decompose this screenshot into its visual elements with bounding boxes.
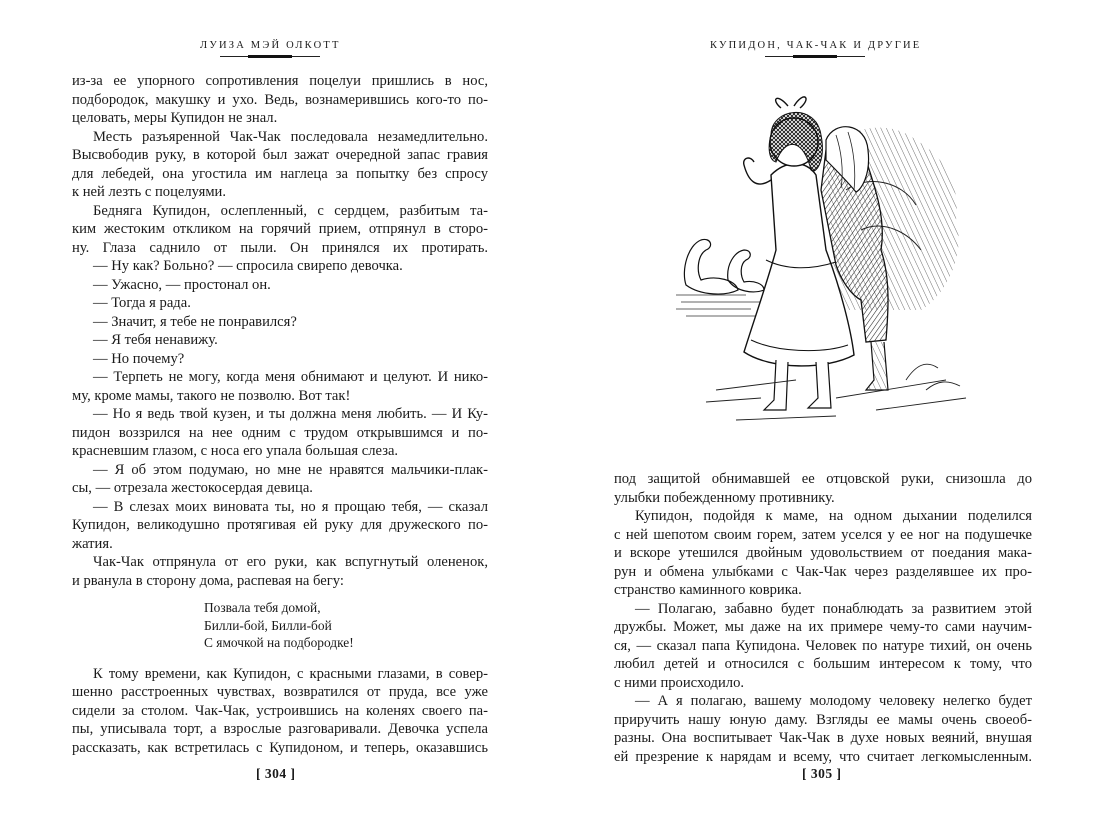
text-line: и вскоре утешился двойным удовольствием от поедания макa- bbox=[614, 545, 1032, 561]
text-line: К тому времени, как Купидон, с красными глазами, в совер- bbox=[93, 665, 488, 682]
text-line: ну. Глаза саднило от пыли. Он принялся их протирать. bbox=[72, 239, 488, 256]
text-line: — Терпеть не могу, когда меня обнимают и целуют. И нико- bbox=[93, 369, 488, 385]
running-head-rule bbox=[220, 56, 320, 57]
text-line: — Я об этом подумаю, но мне не нравятся мальчики-плак- bbox=[93, 461, 488, 478]
verse-line: Позвала тебя домой, bbox=[204, 600, 321, 615]
left-body-text bbox=[72, 72, 488, 757]
text-line: — Ужасно, — простонал он. bbox=[93, 276, 271, 293]
song-verse bbox=[204, 599, 488, 652]
right-page bbox=[550, 0, 1100, 825]
text-line: к ней лезть с поцелуями. bbox=[72, 184, 227, 200]
text-line: разны. Она воспитывает Чак-Чак в духе новых веяний, внушая bbox=[614, 730, 1032, 746]
running-head-rule bbox=[765, 56, 865, 57]
text-line: для лебедей, она угостила им наглеца за попытку без спросу bbox=[72, 165, 488, 182]
text-line: из-за ее упорного сопротивления поцелуи пришлись в нос, bbox=[72, 73, 488, 89]
text-line: — Полагаю, забавно будет понаблюдать за развитием этой bbox=[635, 600, 1032, 617]
text-line: с ними происходило. bbox=[614, 674, 745, 691]
verse-line: Билли-бой, Билли-бой bbox=[204, 617, 332, 633]
text-line: Купидон, великодушно протягивая ей руку для дружеского по- bbox=[72, 517, 488, 533]
page-number: [ 304 ] bbox=[256, 766, 296, 781]
text-line: му, кроме мамы, такого не позволю. Вот так! bbox=[72, 387, 351, 404]
boy-legs-shape bbox=[866, 342, 888, 390]
girl-legs-shape bbox=[764, 360, 788, 410]
text-line: жатия. bbox=[72, 535, 113, 552]
text-line: под защитой обнимавшей ее отцовской руки, снизошла до bbox=[614, 471, 1032, 487]
text-line: целовать, меры Купидон не знал. bbox=[72, 110, 278, 126]
swan-shape bbox=[684, 239, 764, 294]
right-body-text bbox=[614, 470, 1032, 766]
text-line: Бедняга Купидон, ослепленный, с сердцем, разбитым та- bbox=[93, 202, 488, 219]
text-line: рун и обмена улыбками с Чак-Чак через разделявшее их про- bbox=[614, 563, 1032, 580]
text-line: ей презрение к нарядам и всему, что считает легкомысленным. bbox=[614, 748, 1032, 765]
text-line: Высвободив руку, в которой был зажат очередной запас гравия bbox=[72, 147, 488, 163]
engraving-illustration bbox=[676, 80, 976, 440]
text-line: улыбки побежденному противнику. bbox=[614, 489, 835, 506]
pond-lines bbox=[676, 295, 766, 316]
text-line: — Но почему? bbox=[93, 350, 185, 367]
text-line: пидон воззрился на нее одним с трудом открывшимся и по- bbox=[72, 424, 488, 441]
text-line: приручить нашу юную даму. Взгляды ее мамы очень своеоб- bbox=[614, 711, 1032, 728]
text-line: ся, — сказал папа Купидона. Человек по натуре тихий, он очень bbox=[614, 637, 1032, 654]
text-line: Купидон, подойдя к маме, на одном дыхании поделился bbox=[635, 508, 1032, 524]
verse-line: С ямочкой на подбородке! bbox=[204, 635, 354, 650]
text-line: — Значит, я тебе не понравился? bbox=[93, 313, 297, 330]
text-line: с ней шепотом своим горем, затем уселся у ее ног на подушечке bbox=[614, 526, 1032, 543]
text-line: странство каминного коврика. bbox=[614, 582, 802, 598]
text-line: и рванула в сторону дома, распевая на бегу: bbox=[72, 572, 344, 589]
text-line: шенно расстроенных чувствах, возвратился от пруда, все уже bbox=[72, 684, 488, 700]
text-line: подбородок, макушку и ухо. Ведь, вознамерившись кого-то по- bbox=[72, 91, 488, 108]
text-line: ким жестоким откликом на горячий прием, отпрянул в сторо- bbox=[72, 221, 488, 237]
running-head-author: ЛУИЗА МЭЙ ОЛКОТТ bbox=[200, 40, 341, 51]
text-line: сидели за столом. Чак-Чак, устроившись на коленях своего па- bbox=[72, 702, 488, 719]
text-line: Чак-Чак отпрянула от его руки, как вспугнутый олененок, bbox=[93, 554, 488, 570]
running-head-title: КУПИДОН, ЧАК-ЧАК И ДРУГИЕ bbox=[710, 40, 922, 51]
text-line: — Я тебя ненавижу. bbox=[93, 332, 218, 348]
text-line: рассказать, как встретилась с Купидоном, и теперь, оказавшись bbox=[72, 739, 488, 756]
text-line: дружбы. Может, мы даже на их примере чему-то сами научим- bbox=[614, 619, 1032, 635]
text-line: — В слезах моих виновата ты, но я прощаю тебя, — сказал bbox=[93, 498, 488, 515]
text-line: — Ну как? Больно? — спросила свирепо девочка. bbox=[93, 258, 403, 274]
page-number: [ 305 ] bbox=[802, 766, 842, 781]
text-line: любил детей и относился с большим интересом к тому, что bbox=[614, 656, 1032, 672]
hair-bow-shape bbox=[776, 97, 806, 108]
text-line: сы, — отрезала жестокосердая девица. bbox=[72, 480, 313, 496]
ground-lines bbox=[706, 364, 966, 420]
text-line: — Тогда я рада. bbox=[93, 295, 191, 311]
text-line: Месть разъяренной Чак-Чак последовала незамедлительно. bbox=[93, 128, 488, 145]
text-line: — А я полагаю, вашему молодому человеку нелегко будет bbox=[635, 693, 1032, 709]
text-line: — Но я ведь твой кузен, и ты должна меня любить. — И Ку- bbox=[93, 406, 488, 422]
text-line: пы, уписывала торт, а взрослые разговаривали. Девочка успела bbox=[72, 721, 488, 737]
text-line: красневшим глазом, с носа его упала большая слеза. bbox=[72, 443, 399, 459]
